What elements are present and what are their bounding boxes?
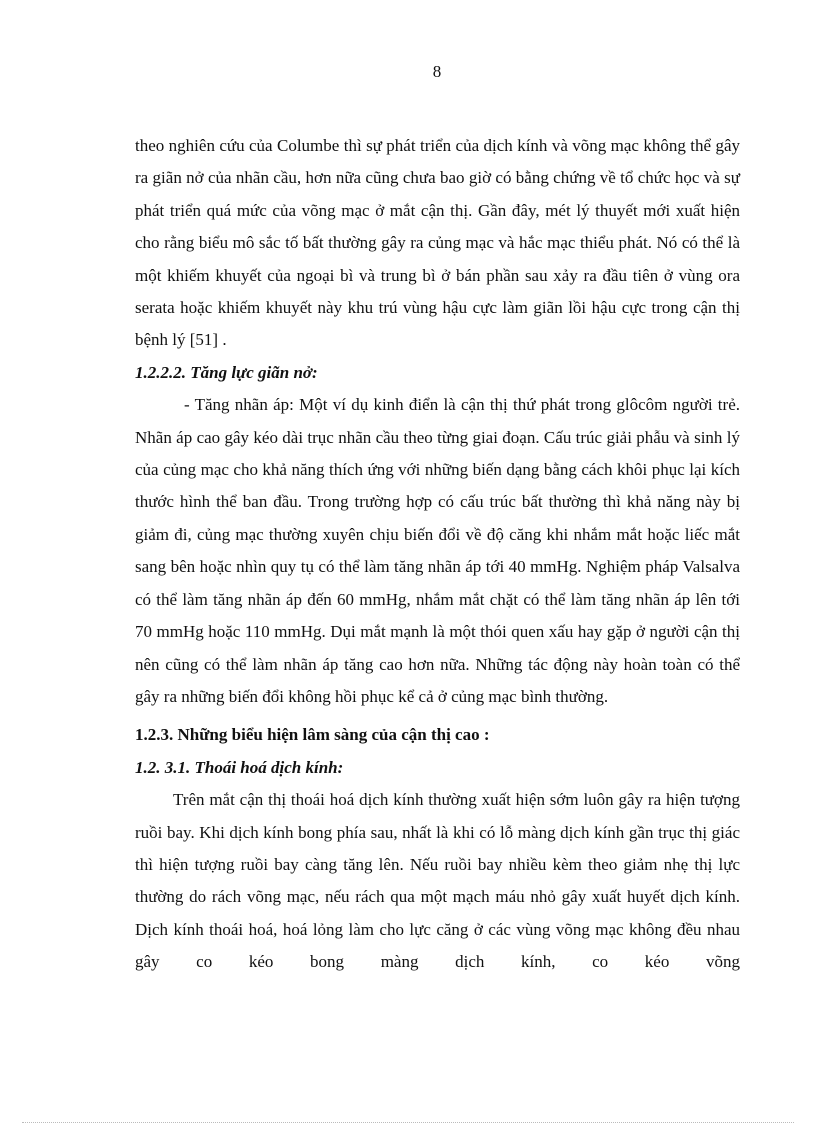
document-body [135, 130, 740, 979]
paragraph-tang-nhan-ap: - Tăng nhãn áp: Một ví dụ kinh điển là cận thị thứ phát trong glôcôm người trẻ. Nhãn áp cao gây kéo dài trục nhãn cầu theo từng giai đoạn. Cấu trúc giải phẫu và sinh lý của củng mạc cho khả năng thích ứng với những biến dạng bằng cách khôi phục lại kích thước hình thể ban đầu. Trong trường hợp có cấu trúc bất thường thì khả năng này bị giảm đi, củng mạc thường xuyên chịu biến đổi về độ căng khi nhắm mắt hoặc liếc mắt sang bên hoặc nhìn quy tụ có thể làm tăng nhãn áp tới 40 mmHg. Nghiệm pháp Valsalva có thể làm tăng nhãn áp đến 60 mmHg, nhắm mắt chặt có thể làm tăng nhãn áp lên tới 70 mmHg hoặc 110 mmHg. Dụi mắt mạnh là một thói quen xấu hay gặp ở người cận thị nên cũng có thể làm nhãn áp tăng cao hơn nữa. Những tác động này hoàn toàn có thể gây ra những biến đổi không hồi phục kể cả ở củng mạc bình thường. [135, 395, 740, 706]
page-number: 8 [432, 62, 442, 81]
heading-1-2-3: 1.2.3. Những biểu hiện lâm sàng của cận thị cao : [135, 725, 490, 745]
heading-1-2-2-2: 1.2.2.2. Tăng lực giãn nở: [135, 362, 318, 382]
paragraph-columbe: theo nghiên cứu của Columbe thì sự phát triển của dịch kính và võng mạc không thể gây ra giãn nở của nhãn cầu, hơn nữa cũng chưa bao giờ có bằng chứng về tổ chức học và sự phát triển quá mức của võng mạc ở mắt cận thị. Gần đây, mét lý thuyết mới xuất hiện cho rằng biểu mô sắc tố bất thường gây ra củng mạc và hắc mạc thiểu phát. Nó có thể là một khiếm khuyết của ngoại bì và trung bì ở bán phần sau xảy ra đầu tiên ở vùng ora serata hoặc khiếm khuyết này khu trú vùng hậu cực làm giãn lồi hậu cực trong cận thị bệnh lý [51] . [135, 136, 740, 350]
paragraph-thoai-hoa-dich-kinh: Trên mắt cận thị thoái hoá dịch kính thường xuất hiện sớm luôn gây ra hiện tượng ruồi bay. Khi dịch kính bong phía sau, nhất là khi có lỗ màng dịch kính gần trục thị giác thì hiện tượng ruồi bay càng tăng lên. Nếu ruồi bay nhiều kèm theo giảm nhẹ thị lực thường do rách võng mạc, nếu rách qua một mạch máu nhỏ gây xuất huyết dịch kính. Dịch kính thoái hoá, hoá lỏng làm cho lực căng ở các vùng võng mạc không đều nhau gây co kéo bong màng dịch kính, co kéo võng [135, 790, 740, 972]
heading-1-2-3-1: 1.2. 3.1. Thoái hoá dịch kính: [135, 757, 344, 777]
